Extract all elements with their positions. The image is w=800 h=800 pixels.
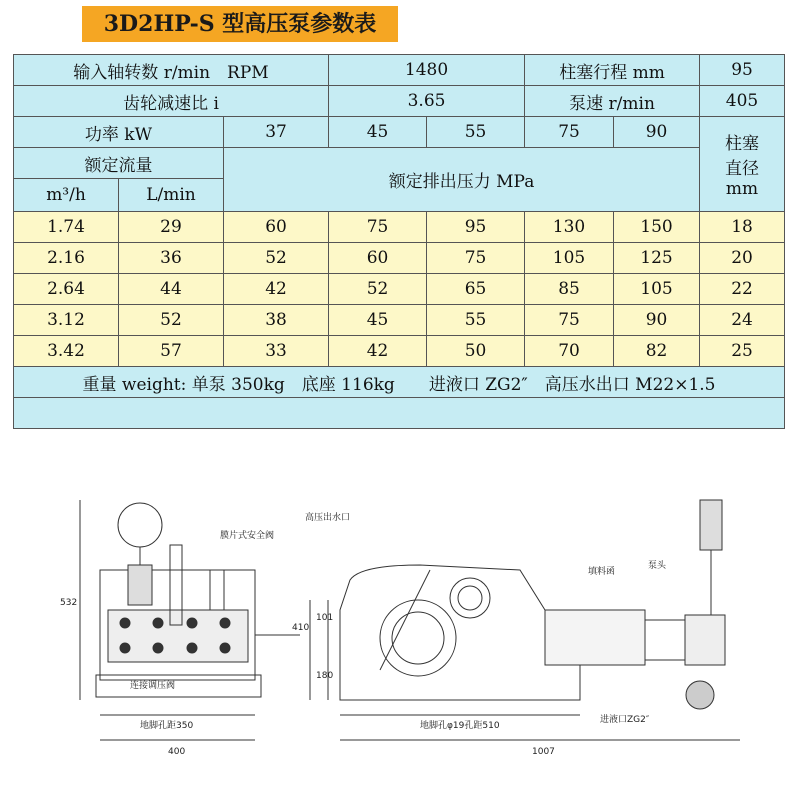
- plunger-diameter-cell: 24: [700, 305, 785, 336]
- pump-speed-value: 405: [700, 86, 785, 117]
- pump-head-block: [685, 615, 725, 665]
- flow-lmin: 36: [119, 243, 224, 274]
- table-row: [14, 212, 785, 243]
- inlet-port-icon: [686, 681, 714, 709]
- pump-drawing: [0, 470, 800, 800]
- data-plate: [545, 610, 645, 665]
- plunger-diameter-cell: 22: [700, 274, 785, 305]
- outlet-label: 高压出水口: [305, 513, 351, 523]
- flow-m3h: 3.42: [14, 336, 119, 367]
- dim-1007: 1007: [532, 747, 555, 757]
- stroke-value: 95: [700, 55, 785, 86]
- flow-m3h: 1.74: [14, 212, 119, 243]
- page-title: 3D2HP-S 型高压泵参数表: [82, 6, 398, 42]
- regulator-label: 连接调压阀: [130, 681, 176, 691]
- header-row-power: [14, 117, 785, 148]
- flow-lmin: 57: [119, 336, 224, 367]
- table-row: [14, 243, 785, 274]
- plunger-diameter-cell: 25: [700, 336, 785, 367]
- header-row-ratio: [14, 86, 785, 117]
- input-speed-value: 1480: [329, 55, 525, 86]
- dim-400: 400: [168, 747, 186, 757]
- pressure-cell: 90: [614, 305, 700, 336]
- power-label: 功率 kW: [14, 117, 224, 148]
- flow-unit-lmin: L/min: [119, 179, 224, 212]
- pressure-cell: 55: [427, 305, 525, 336]
- input-speed-label: 输入轴转数 r/min RPM: [14, 55, 329, 86]
- pressure-cell: 33: [224, 336, 329, 367]
- flow-lmin: 44: [119, 274, 224, 305]
- flow-label: 额定流量: [14, 148, 224, 179]
- power-4: 75: [525, 117, 614, 148]
- pressure-cell: 60: [329, 243, 427, 274]
- packing-label: 填料函: [588, 567, 616, 577]
- plunger-diameter-cell: 20: [700, 243, 785, 274]
- pump-speed-label: 泵速 r/min: [525, 86, 700, 117]
- pressure-cell: 95: [427, 212, 525, 243]
- header-row-flow: [14, 148, 785, 179]
- pressure-cell: 105: [614, 274, 700, 305]
- inlet-flange: [450, 578, 490, 618]
- plunger-label-1: 柱塞: [725, 134, 760, 154]
- dim-532: 532: [60, 598, 78, 608]
- pressure-cell: 130: [525, 212, 614, 243]
- pressure-cell: 65: [427, 274, 525, 305]
- pressure-gauge-icon: [118, 503, 162, 547]
- plunger-diameter-header: [700, 117, 785, 212]
- parameter-table: [13, 54, 785, 429]
- dim-180: 180: [316, 671, 334, 681]
- pressure-cell: 70: [525, 336, 614, 367]
- pressure-cell: 42: [329, 336, 427, 367]
- pressure-cell: 38: [224, 305, 329, 336]
- table-row: [14, 336, 785, 367]
- dim-101: 101: [316, 613, 334, 623]
- power-1: 37: [224, 117, 329, 148]
- table-row: [14, 274, 785, 305]
- pressure-cell: 52: [329, 274, 427, 305]
- pressure-cell: 85: [525, 274, 614, 305]
- left-view-manifold: [108, 610, 248, 662]
- pressure-cell: 82: [614, 336, 700, 367]
- plunger-unit: mm: [725, 179, 759, 199]
- flow-lmin: 29: [119, 212, 224, 243]
- bolt-right-label: 地脚孔φ19孔距510: [420, 721, 500, 731]
- pressure-cell: 60: [224, 212, 329, 243]
- pressure-cell: 125: [614, 243, 700, 274]
- membrane-valve-label: 膜片式安全阀: [220, 531, 275, 541]
- weight-footer: 重量 weight: 单泵 350kg 底座 116kg 进液口 ZG2″ 高压水出口 M22×1.5: [14, 367, 785, 398]
- footer-row: [14, 367, 785, 398]
- pressure-cell: 105: [525, 243, 614, 274]
- table-row: [14, 305, 785, 336]
- flow-m3h: 2.64: [14, 274, 119, 305]
- inlet-label: 进液口ZG2″: [600, 715, 650, 725]
- power-5: 90: [614, 117, 700, 148]
- pressure-cell: 150: [614, 212, 700, 243]
- header-row-speed: [14, 55, 785, 86]
- pressure-label: 额定排出压力 MPa: [224, 148, 700, 212]
- pressure-cell: 52: [224, 243, 329, 274]
- bolt-left-label: 地脚孔距350: [140, 721, 194, 731]
- pump-head-label: 泵头: [648, 561, 667, 571]
- plunger-diameter-cell: 18: [700, 212, 785, 243]
- crank-cover: [380, 600, 456, 676]
- power-2: 45: [329, 117, 427, 148]
- dim-410: 410: [292, 623, 310, 633]
- pressure-cell: 45: [329, 305, 427, 336]
- pressure-cell: 50: [427, 336, 525, 367]
- pressure-cell: 75: [525, 305, 614, 336]
- gear-ratio-value: 3.65: [329, 86, 525, 117]
- plunger-label-2: 直径: [725, 159, 760, 179]
- gear-ratio-label: 齿轮减速比 i: [14, 86, 329, 117]
- blank-row: [14, 398, 785, 429]
- pressure-cell: 42: [224, 274, 329, 305]
- pressure-cell: 75: [329, 212, 427, 243]
- stroke-label: 柱塞行程 mm: [525, 55, 700, 86]
- flow-m3h: 2.16: [14, 243, 119, 274]
- power-3: 55: [427, 117, 525, 148]
- pressure-cell: 75: [427, 243, 525, 274]
- left-view-base: [96, 675, 261, 697]
- flow-unit-m3h: m³/h: [14, 179, 119, 212]
- flow-lmin: 52: [119, 305, 224, 336]
- flow-m3h: 3.12: [14, 305, 119, 336]
- right-view-body: [340, 565, 580, 700]
